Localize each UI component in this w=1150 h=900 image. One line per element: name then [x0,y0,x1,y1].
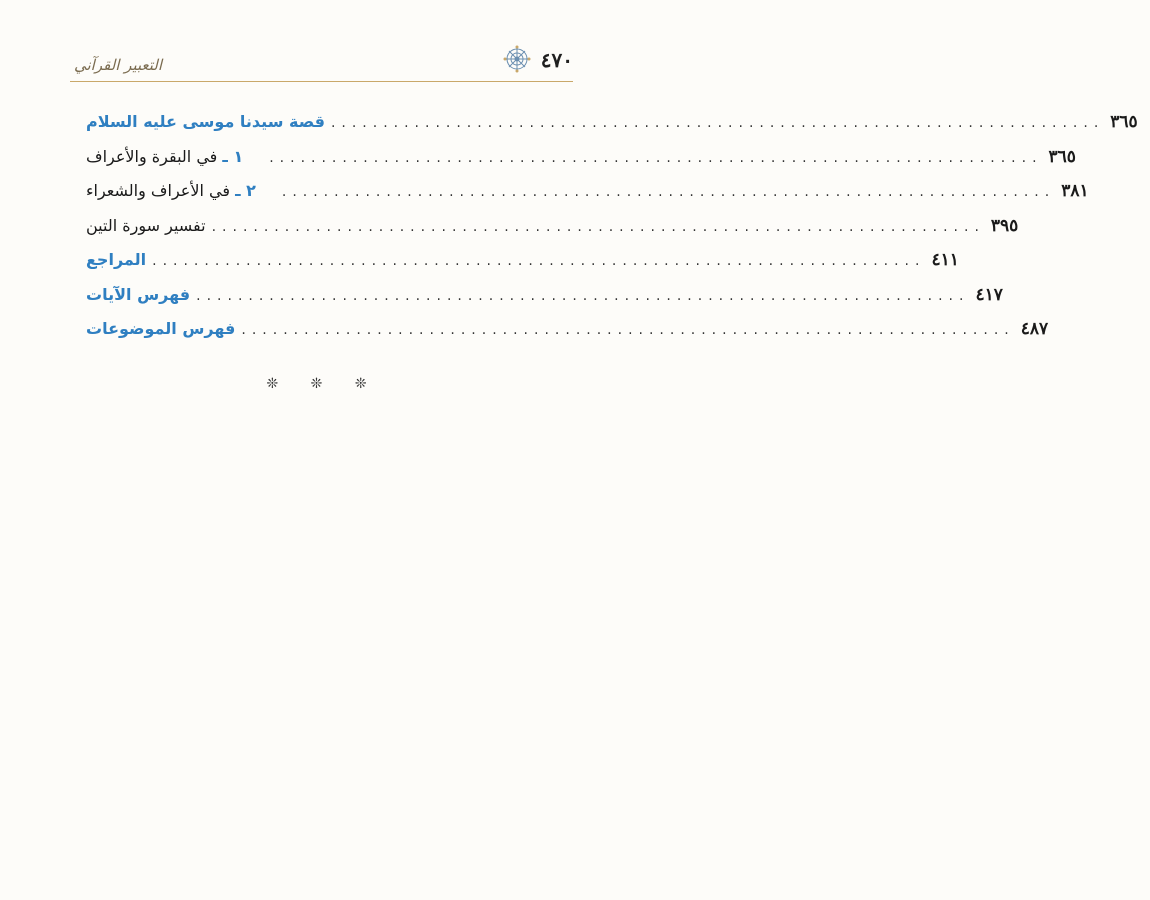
toc-entry-number: ٢ ـ [235,181,256,200]
toc-entry-title-group [80,181,276,200]
toc-entry[interactable] [80,250,959,285]
toc-entry[interactable] [80,146,1076,182]
toc-entry-page: ٣٩٥ [990,215,1019,236]
toc-entry-page: ٣٦٥ [1048,146,1076,167]
toc-entry-page: ٤٨٧ [1020,319,1049,339]
toc-entry[interactable] [80,181,1089,216]
table-of-contents [80,112,1138,354]
toc-entry[interactable] [80,319,1049,354]
toc-entry-title: المراجع [86,250,147,269]
toc-entry-page: ٣٦٥ [1110,112,1138,132]
toc-entry-title: قصة سيدنا موسى عليه السلام [86,112,325,131]
book-title: التعبير القرآني [74,56,163,74]
toc-dot-leader: .......................................................................... [281,184,1056,200]
toc-entry-title: في الأعراف والشعراء [86,181,230,200]
toc-entry[interactable] [80,284,1003,320]
header-divider [70,81,573,82]
decorative-rosette-icon [499,44,535,74]
toc-entry-title: فهرس الموضوعات [86,319,236,338]
asterism-icon: ❊ [266,376,279,392]
toc-dot-leader: .......................................................................... [196,287,970,304]
toc-dot-leader: .......................................................................... [211,218,985,235]
toc-entry-number: ١ ـ [222,146,244,166]
toc-entry-title: تفسير سورة التين [86,215,206,235]
toc-dot-leader: .......................................................................... [241,322,1015,338]
page-number: ٤٧٠ [540,48,573,72]
toc-entry-page: ٤١٧ [975,284,1003,305]
toc-entry[interactable] [80,215,1019,251]
section-end-separator [0,376,633,392]
toc-entry-title: في البقرة والأعراف [86,146,218,166]
toc-dot-leader: .......................................................................... [152,253,926,269]
asterism-icon: ❊ [310,376,323,392]
toc-entry-title-group [80,147,263,166]
toc-dot-leader: .......................................................................... [330,115,1105,131]
toc-entry[interactable] [80,112,1138,147]
toc-dot-leader: .......................................................................... [269,149,1043,166]
toc-entry-page: ٤١١ [931,250,959,270]
asterism-icon: ❊ [354,376,367,392]
toc-entry-title: فهرس الآيات [86,284,191,304]
toc-entry-page: ٣٨١ [1061,181,1089,201]
page-header [70,42,573,82]
